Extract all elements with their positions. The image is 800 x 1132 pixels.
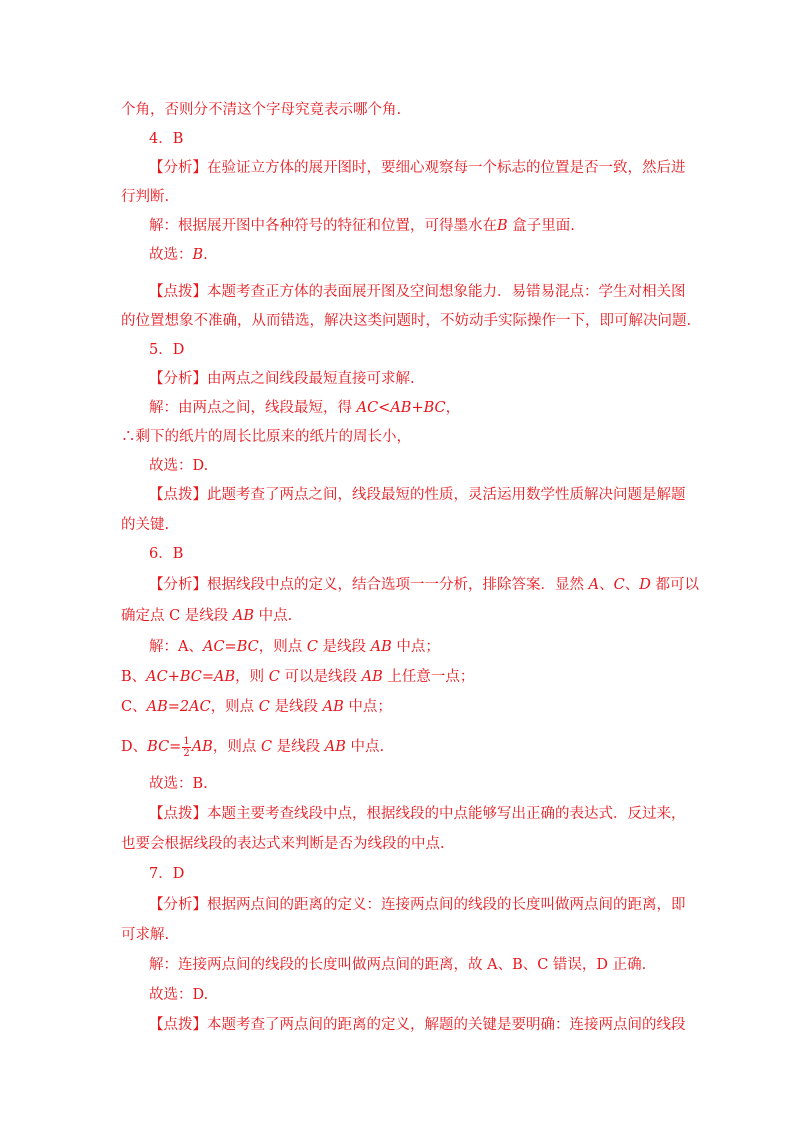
text: ，则 — [235, 669, 269, 685]
math-expr: AC=BC — [202, 639, 259, 655]
answer-label: 4．B — [149, 131, 184, 147]
text: 可求解. — [121, 927, 170, 943]
text: 也要会根据线段的表达式来判断是否为线段的中点. — [121, 836, 445, 852]
text: 的关键. — [121, 517, 170, 533]
text: D、 — [121, 739, 148, 755]
text: 故选：D. — [149, 458, 209, 474]
q7-solution — [0, 952, 800, 978]
text: 中点. — [254, 608, 293, 624]
text: 个角，否则分不清这个字母究竟表示哪个角. — [121, 102, 402, 118]
text: 确定点 C 是线段 — [121, 608, 233, 624]
fraction-denominator: 2 — [183, 747, 190, 759]
text: ，则点 — [212, 739, 261, 755]
q5-therefore — [0, 424, 800, 450]
q7-analysis — [0, 892, 800, 918]
fraction-numerator: 1 — [183, 735, 190, 747]
text: 可以是线段 — [279, 669, 362, 685]
math-var: AB — [324, 739, 346, 755]
question-5-answer — [0, 337, 800, 363]
text: 是线段 — [272, 739, 325, 755]
question-4-answer — [0, 126, 800, 152]
text: 【分析】在验证立方体的展开图时，要细心观察每一个标志的位置是否一致，然后进 — [149, 160, 686, 176]
q6-analysis-cont — [0, 603, 800, 629]
text: 的位置想象不准确，从而错选，解决这类问题时，不妨动手实际操作一下，即可解决问题. — [121, 313, 692, 329]
text: 【分析】由两点之间线段最短直接可求解. — [149, 371, 415, 387]
math-expr: AB=2AC — [146, 699, 211, 715]
q6-analysis — [0, 572, 800, 598]
answer-label: 6．B — [149, 546, 184, 562]
text: 解：连接两点间的线段的长度叫做两点间的距离，故 A、B、C 错误，D 正确. — [149, 957, 647, 973]
text: ，则点 — [258, 639, 307, 655]
math-var: C — [260, 739, 273, 755]
text: 中点； — [391, 639, 440, 655]
text: 中点. — [345, 739, 385, 755]
q6-option-b — [0, 664, 800, 690]
text: . — [203, 247, 208, 263]
text: C、 — [121, 699, 147, 715]
question-7-answer — [0, 861, 800, 887]
math-var: AB — [232, 608, 255, 624]
q6-option-c — [0, 694, 800, 720]
math-var: C — [268, 669, 280, 685]
text: 【点拨】本题考查了两点间的距离的定义，解题的关键是要明确：连接两点间的线段 — [149, 1017, 686, 1033]
question-6-answer — [0, 541, 800, 567]
math-var: C — [306, 639, 318, 655]
math-var: A — [588, 577, 600, 593]
text: 行判断. — [121, 189, 170, 205]
text: ， — [445, 400, 461, 416]
text: 盒子里面. — [507, 218, 575, 234]
q5-solution — [0, 395, 800, 421]
text: 解：根据展开图中各种符号的特征和位置，可得墨水在 — [149, 218, 497, 234]
text: 【点拨】本题考查正方体的表面展开图及空间想象能力．易错易混点：学生对相关图 — [149, 284, 686, 300]
fraction-one-half — [182, 736, 190, 759]
text: 上任意一点； — [382, 669, 475, 685]
q6-choose — [0, 771, 800, 797]
text: 【分析】根据线段中点的定义，结合选项一一分析，排除答案．显然 — [149, 577, 589, 593]
text: 、 — [624, 577, 640, 593]
math-var: C — [613, 577, 625, 593]
math-var: D — [639, 577, 651, 593]
q6-tip-cont — [0, 831, 800, 857]
math-var: AB — [361, 669, 383, 685]
q4-analysis-cont — [0, 184, 800, 210]
text: 故选：B. — [149, 776, 208, 792]
q4-analysis — [0, 155, 800, 181]
text: 解：A、 — [149, 639, 203, 655]
q4-solution — [0, 213, 800, 239]
q4-tip — [0, 279, 800, 305]
q6-option-d — [0, 732, 800, 762]
q5-analysis — [0, 366, 800, 392]
math-var: B — [497, 218, 508, 234]
text: 故选： — [149, 247, 193, 263]
q7-analysis-cont — [0, 922, 800, 948]
text: 【点拨】本题主要考查线段中点，根据线段的中点能够写出正确的表达式．反过来， — [149, 806, 686, 822]
math-var: AB — [322, 699, 344, 715]
q7-tip — [0, 1012, 800, 1038]
text: ，则点 — [210, 699, 259, 715]
math-var: AB — [191, 739, 213, 755]
text: 是线段 — [317, 639, 371, 655]
text: 解：由两点之间，线段最短，得 — [149, 400, 357, 416]
math-expr: AC<AB+BC — [356, 400, 446, 416]
text: 都可以 — [650, 577, 699, 593]
q6-option-a — [0, 634, 800, 660]
text: 、 — [599, 577, 614, 593]
math-var: B — [192, 247, 204, 263]
q5-tip — [0, 482, 800, 508]
answer-label: 5．D — [149, 342, 185, 358]
text-line — [0, 97, 800, 123]
text: 是线段 — [269, 699, 323, 715]
math-var: AB — [370, 639, 392, 655]
math-expr: BC= — [147, 739, 182, 755]
q6-tip — [0, 801, 800, 827]
q7-choose — [0, 982, 800, 1008]
math-expr: AC+BC=AB — [146, 669, 236, 685]
q4-tip-cont — [0, 308, 800, 334]
q5-choose — [0, 453, 800, 479]
text: 中点； — [343, 699, 392, 715]
text: ∴剩下的纸片的周长比原来的纸片的周长小， — [121, 429, 411, 445]
text: B、 — [121, 669, 147, 685]
math-var: C — [258, 699, 270, 715]
answer-label: 7．D — [149, 866, 185, 882]
text: 【分析】根据两点间的距离的定义：连接两点间的线段的长度叫做两点间的距离，即 — [149, 897, 686, 913]
text: 故选：D. — [149, 987, 209, 1003]
text: 【点拨】此题考查了两点之间，线段最短的性质，灵活运用数学性质解决问题是解题 — [149, 487, 686, 503]
q5-tip-cont — [0, 512, 800, 538]
q4-choose — [0, 242, 800, 268]
